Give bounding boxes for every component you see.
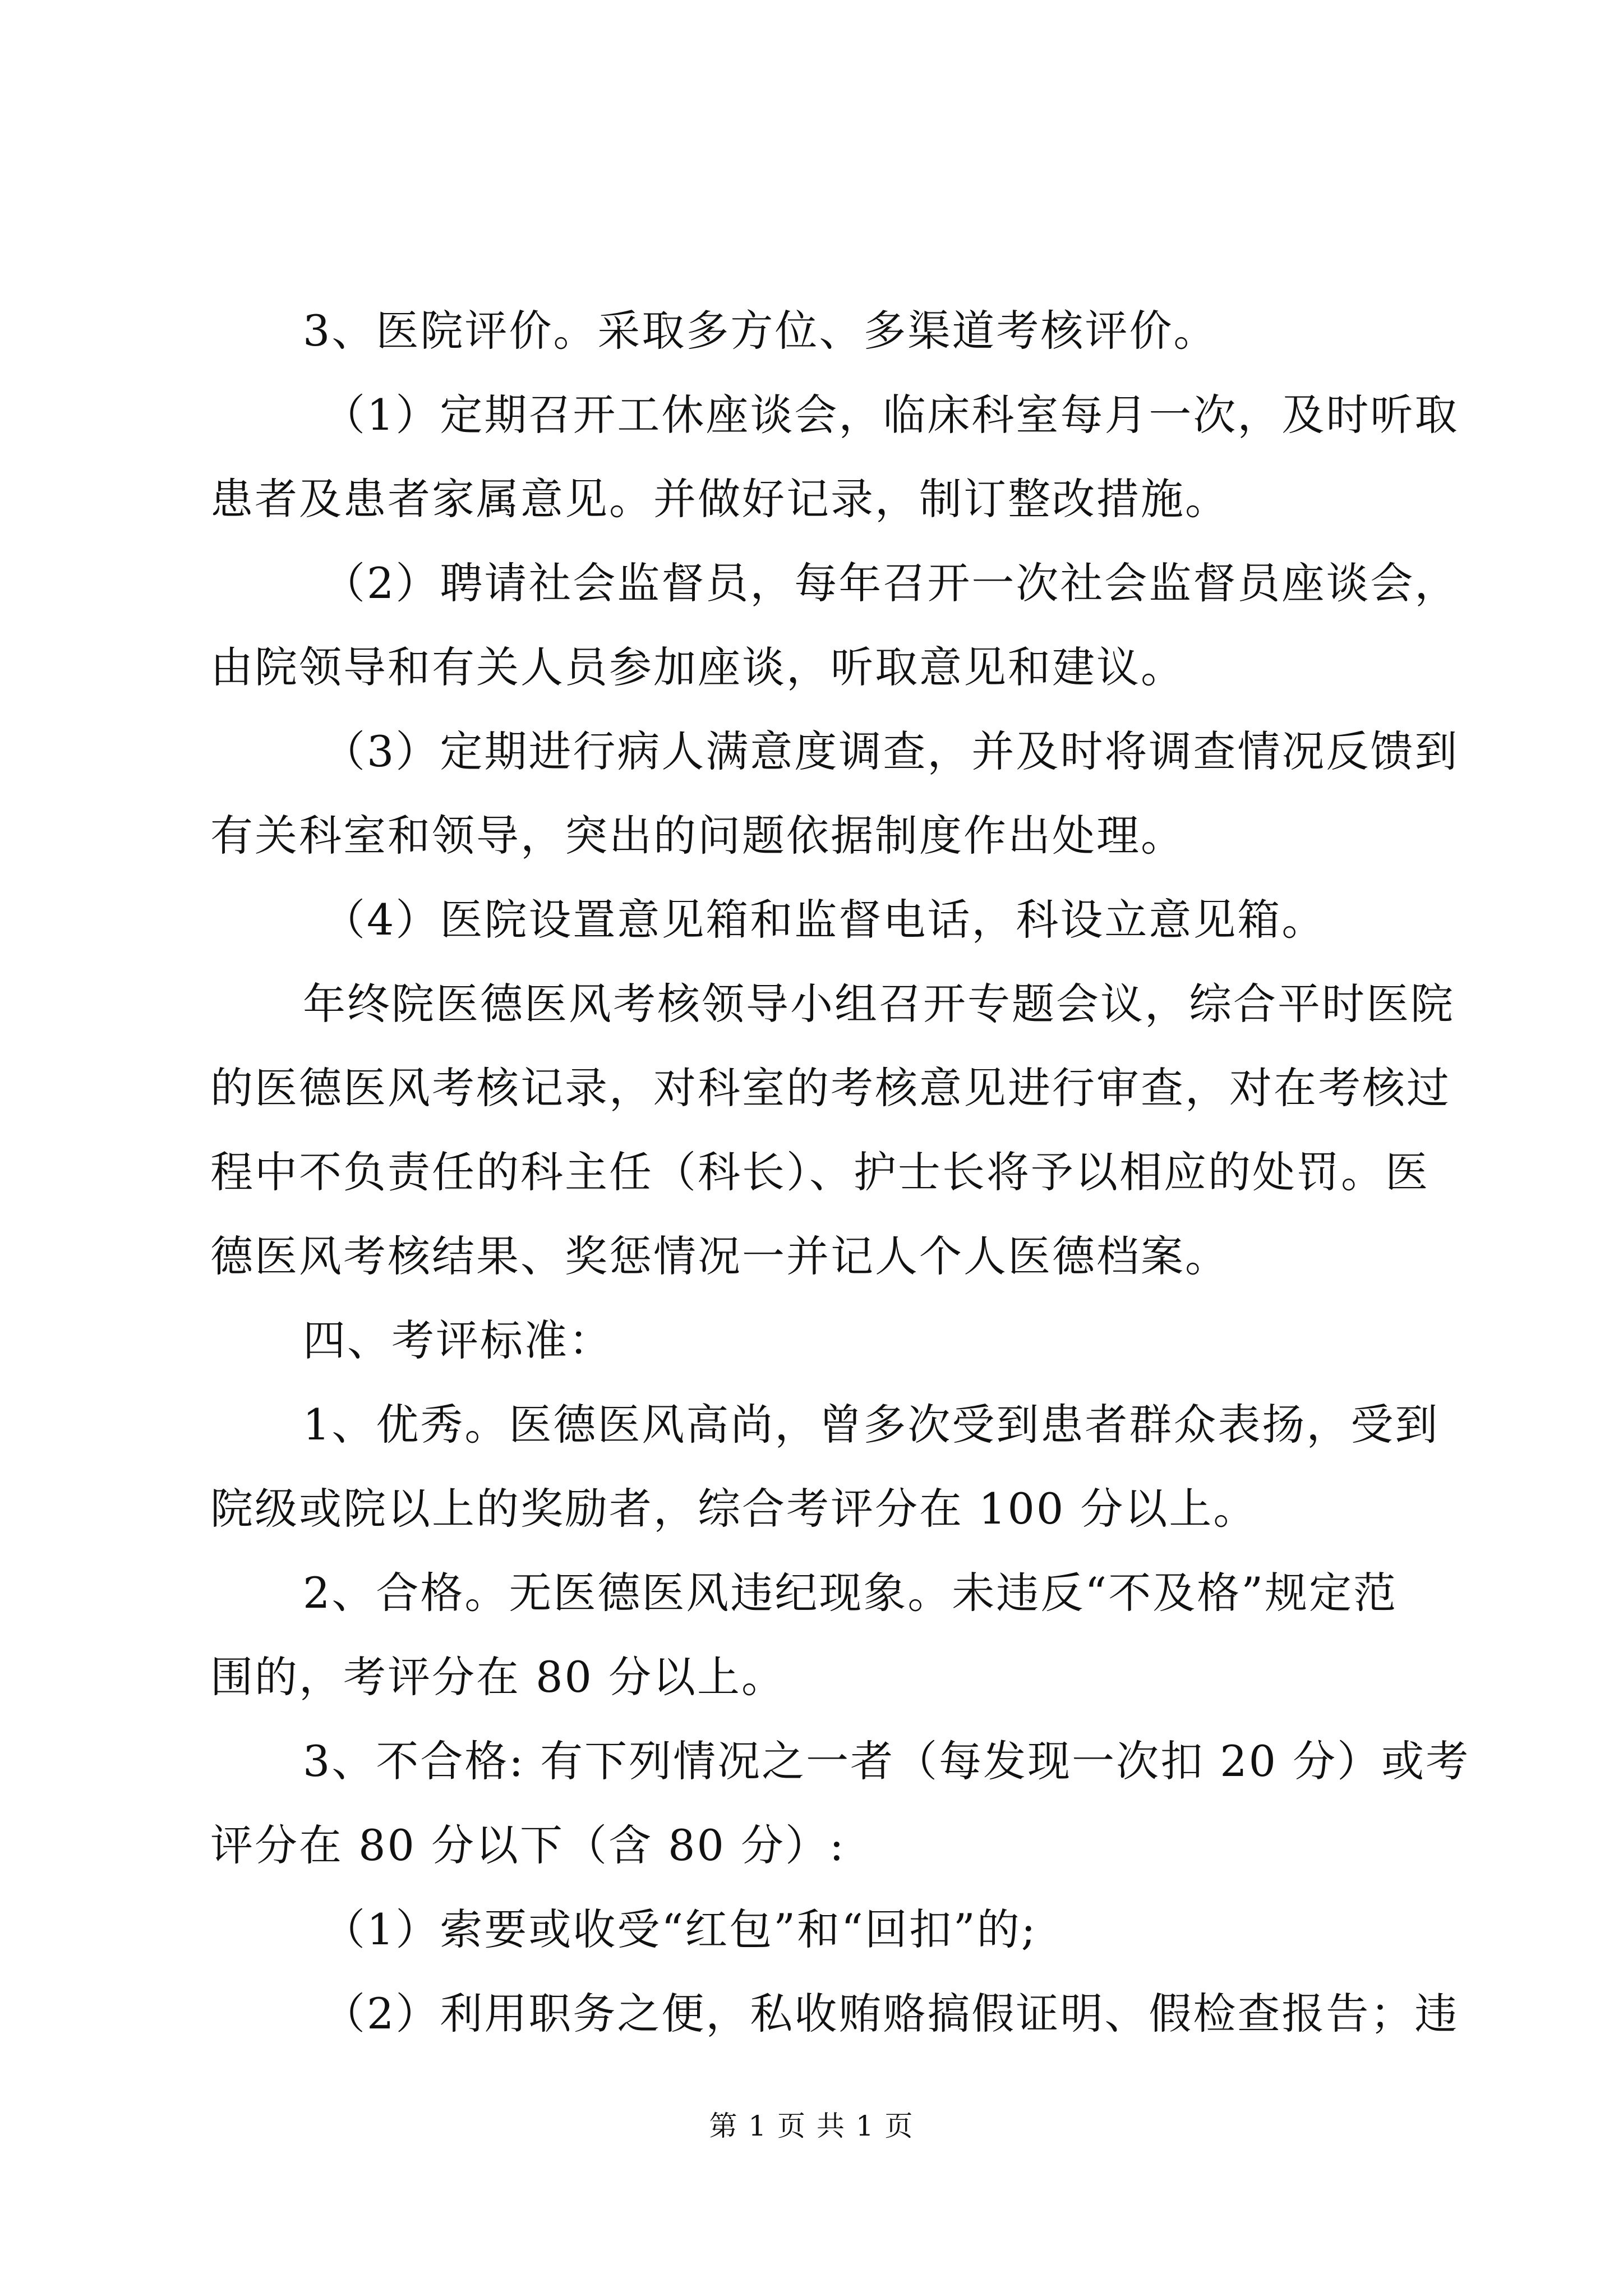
text-line-14: 1、优秀。医德医风高尚，曾多次受到患者群众表扬，受到	[303, 1400, 1440, 1450]
text-line-5: 由院领导和有关人员参加座谈，听取意见和建议。	[210, 642, 1185, 692]
text-line-7: 有关科室和领导，突出的问题依据制度作出处理。	[210, 811, 1185, 861]
text-line-16: 2、合格。无医德医风违纪现象。未违反“不及格”规定范	[303, 1568, 1398, 1618]
text-line-20: （1）索要或收受“红包”和“回扣”的;	[322, 1904, 1038, 1954]
text-line-15: 院级或院以上的奖励者，综合考评分在 100 分以上。	[210, 1484, 1258, 1534]
page-footer: 第 1 页 共 1 页	[709, 2110, 914, 2142]
text-line-19: 评分在 80 分以下（含 80 分）:	[210, 1820, 846, 1870]
text-line-12: 德医风考核结果、奖惩情况一并记人个人医德档案。	[210, 1231, 1229, 1281]
text-line-9: 年终院医德医风考核领导小组召开专题会议，综合平时医院	[303, 979, 1455, 1029]
text-line-17: 围的，考评分在 80 分以上。	[210, 1652, 786, 1702]
text-line-13: 四、考评标准：	[303, 1315, 613, 1365]
text-line-2: （1）定期召开工休座谈会，临床科室每月一次，及时听取	[322, 390, 1459, 440]
text-line-6: （3）定期进行病人满意度调查，并及时将调查情况反馈到	[322, 726, 1459, 776]
text-line-1: 3、医院评价。采取多方位、多渠道考核评价。	[303, 306, 1218, 356]
text-line-18: 3、不合格: 有下列情况之一者（每发现一次扣 20 分）或考	[303, 1736, 1470, 1786]
text-line-11: 程中不负责任的科主任（科长）、护士长将予以相应的处罚。医	[210, 1147, 1430, 1197]
text-line-21: （2）利用职务之便，私收贿赂搞假证明、假检查报告；违	[322, 1989, 1459, 2039]
text-line-10: 的医德医风考核记录，对科室的考核意见进行审查，对在考核过	[210, 1063, 1451, 1113]
text-line-8: （4）医院设置意见箱和监督电话，科设立意见箱。	[322, 895, 1326, 945]
text-line-4: （2）聘请社会监督员，每年召开一次社会监督员座谈会，	[322, 558, 1459, 608]
text-line-3: 患者及患者家属意见。并做好记录，制订整改措施。	[210, 474, 1229, 524]
